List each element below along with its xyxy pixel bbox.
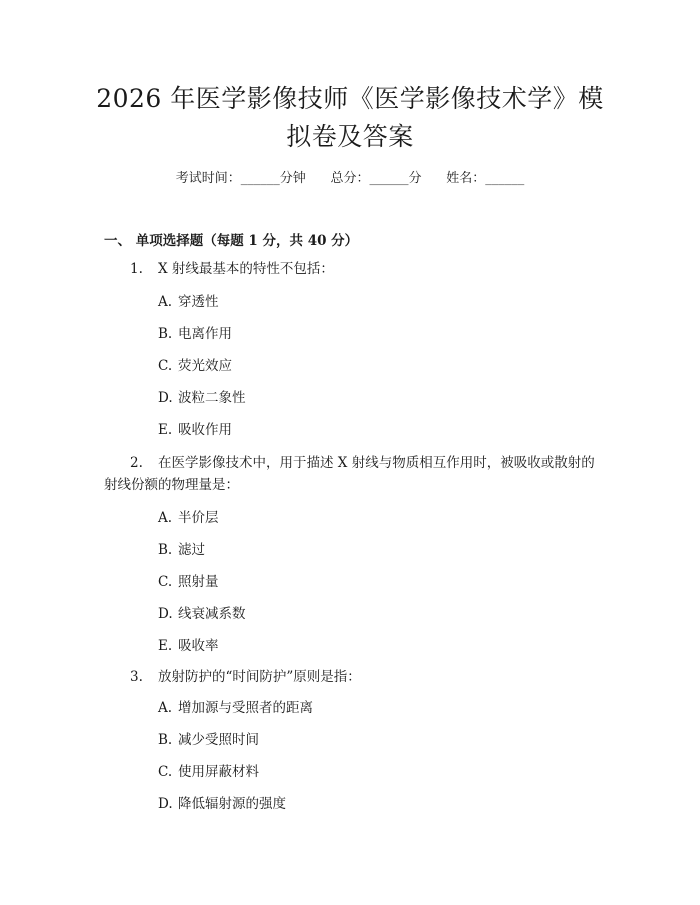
question-number: 1. (130, 261, 143, 277)
question-3 (130, 666, 608, 689)
option-1d: D. 波粒二象性 (158, 390, 246, 406)
exam-meta-line: 考试时间：______分钟 总分：______分 姓名：______ (175, 171, 525, 186)
option-1a: A. 穿透性 (158, 294, 219, 310)
section-heading: 一、 单项选择题（每题 1 分，共 40 分） (104, 233, 359, 249)
option-2c: C. 照射量 (158, 574, 219, 590)
question-text: X 射线最基本的特性不包括： (158, 261, 334, 277)
question-number: 2. (130, 455, 143, 471)
option-3a: A. 增加源与受照者的距离 (158, 700, 313, 716)
question-2 (130, 452, 608, 475)
option-3c: C. 使用屏蔽材料 (158, 764, 259, 780)
question-2-line-2: 射线份额的物理量是： (104, 477, 239, 493)
option-2b: B. 滤过 (158, 542, 205, 558)
option-1c: C. 荧光效应 (158, 358, 232, 374)
option-1b: B. 电离作用 (158, 326, 232, 342)
option-2a: A. 半价层 (158, 510, 219, 526)
option-1e: E. 吸收作用 (158, 422, 232, 438)
question-number: 3. (130, 669, 143, 685)
document-title (90, 80, 610, 156)
question-1 (130, 258, 608, 281)
option-3b: B. 减少受照时间 (158, 732, 259, 748)
title-line-1: 2026 年医学影像技师《医学影像技术学》模 (96, 84, 604, 113)
question-text-line-1: 在医学影像技术中，用于描述 X 射线与物质相互作用时，被吸收或散射的 (158, 455, 595, 471)
option-2d: D. 线衰减系数 (158, 606, 246, 622)
option-2e: E. 吸收率 (158, 638, 219, 654)
title-line-2: 拟卷及答案 (286, 122, 414, 151)
option-3d: D. 降低辐射源的强度 (158, 796, 286, 812)
question-text: 放射防护的“时间防护”原则是指： (158, 669, 361, 685)
